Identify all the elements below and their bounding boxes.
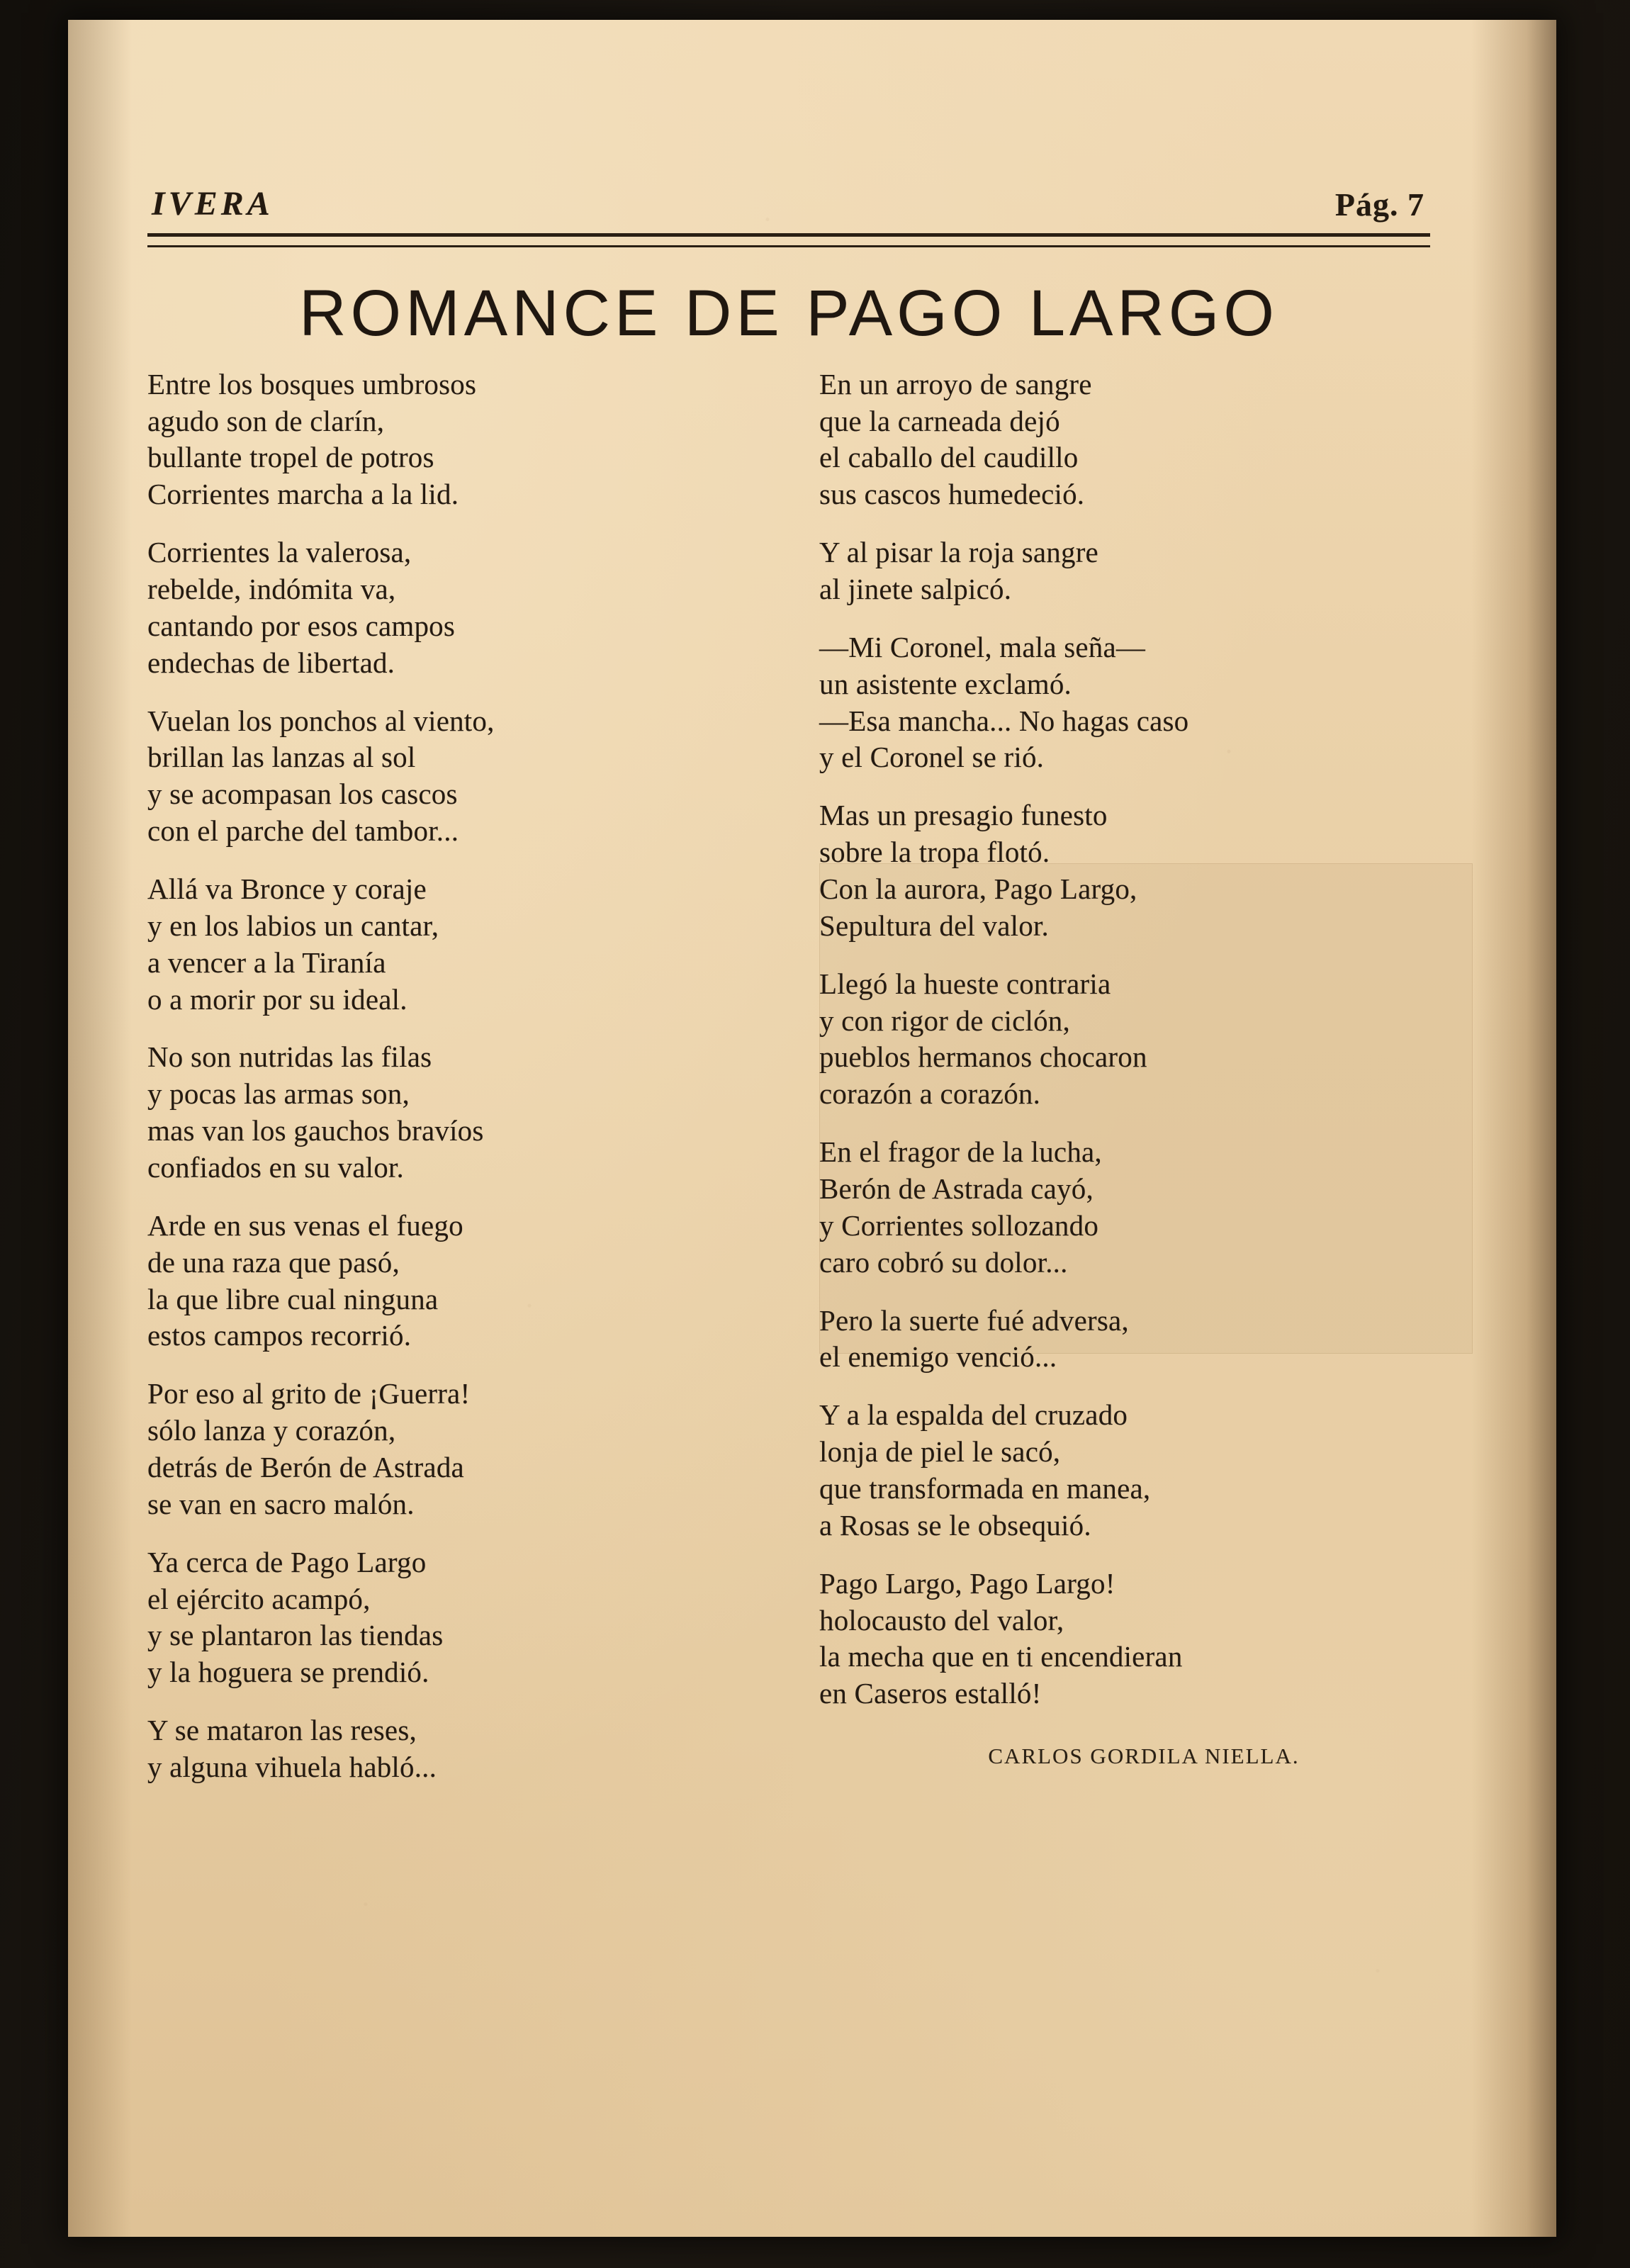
stanza [147,703,754,850]
verse-line: y pocas las armas son, [147,1077,410,1111]
verse-line: estos campos recorrió. [147,1319,412,1352]
verse-line: y alguna vihuela habló... [147,1751,437,1784]
verse-line: y con rigor de ciclón, [819,1004,1070,1037]
verse-line: Mas un presagio funesto [819,799,1108,832]
verse-line: agudo son de clarín, [147,404,385,437]
verse-line: y se plantaron las tiendas [147,1619,444,1652]
stanza [819,966,1426,1113]
verse-line: detrás de Berón de Astrada [147,1451,464,1484]
verse-line: con el parche del tambor... [147,814,459,848]
verse-line: —Mi Coronel, mala seña— [819,630,1146,663]
verse-line: Llegó la hueste contraria [819,967,1111,1000]
stanza [147,534,754,681]
stanza [147,1039,754,1186]
verse-line: Allá va Bronce y coraje [147,872,427,905]
left-column [147,366,754,1807]
verse-line: sus cascos humedeció. [819,478,1085,511]
verse-line: la que libre cual ninguna [147,1282,439,1315]
verse-line: a Rosas se le obsequió. [819,1508,1091,1542]
stanza [147,871,754,1018]
verse-line: que la carneada dejó [819,404,1060,437]
verse-line: Y se mataron las reses, [147,1714,417,1747]
verse-line: y Corrientes sollozando [819,1208,1099,1242]
stanza [147,1376,754,1522]
verse-line: En un arroyo de sangre [819,367,1092,400]
stanza [147,366,754,513]
page-number: Pág. 7 [1334,186,1424,223]
stanza [147,1712,754,1786]
verse-line: Con la aurora, Pago Largo, [819,872,1137,905]
verse-line: sobre la tropa flotó. [819,836,1050,869]
verse-line: el ejército acampó, [147,1582,371,1615]
stanza [819,1134,1426,1281]
verse-line: de una raza que pasó, [147,1245,400,1279]
verse-line: brillan las lanzas al sol [147,741,416,774]
verse-line: Arde en sus venas el fuego [147,1208,463,1242]
verse-line: el enemigo venció... [819,1340,1057,1374]
stanza [819,366,1426,513]
verse-line: Y a la espalda del cruzado [819,1398,1128,1432]
verse-line: mas van los gauchos bravíos [147,1114,484,1147]
author-byline: CARLOS GORDILA NIELLA. [988,1744,1300,1769]
verse-line: un asistente exclamó. [819,667,1072,700]
running-head [147,184,1430,223]
verse-line: Corrientes marcha a la lid. [147,478,459,511]
verse-line: el caballo del caudillo [819,441,1079,474]
verse-line: Entre los bosques umbrosos [147,367,477,400]
verse-line: corazón a corazón. [819,1077,1041,1111]
verse-line: a vencer a la Tiranía [147,945,386,979]
stanza [819,1397,1426,1544]
verse-line: o a morir por su ideal. [147,982,408,1016]
right-column [819,366,1426,1807]
verse-line: Pago Largo, Pago Largo! [819,1566,1115,1600]
verse-line: Berón de Astrada cayó, [819,1172,1094,1205]
verse-line: Corrientes la valerosa, [147,536,412,569]
stanza [819,1566,1426,1712]
stanza [147,1208,754,1354]
verse-line: que transformada en manea, [819,1472,1151,1505]
poem-columns [147,366,1430,1807]
verse-line: caro cobró su dolor... [819,1245,1068,1279]
verse-line: lonja de piel le sacó, [819,1435,1061,1469]
masthead-title: IVERA [152,185,274,223]
stanza [819,534,1426,608]
verse-line: Por eso al grito de ¡Guerra! [147,1377,471,1410]
verse-line: en Caseros estalló! [819,1677,1042,1710]
verse-line: Pero la suerte fué adversa, [819,1303,1129,1337]
stanza [819,797,1426,944]
page-content [147,184,1430,1807]
verse-line: y en los labios un cantar, [147,909,439,942]
verse-line: y el Coronel se rió. [819,741,1045,774]
verse-line: Vuelan los ponchos al viento, [147,704,495,737]
verse-line: confiados en su valor. [147,1151,404,1184]
verse-line: rebelde, indómita va, [147,572,396,605]
stanza [147,1544,754,1691]
verse-line: endechas de libertad. [147,646,395,679]
verse-line: y se acompasan los cascos [147,777,458,811]
header-divider [147,233,1430,247]
verse-line: holocausto del valor, [819,1603,1064,1637]
poem-title: ROMANCE DE PAGO LARGO [299,277,1278,349]
verse-line: No son nutridas las filas [147,1040,432,1074]
verse-line: Y al pisar la roja sangre [819,536,1098,569]
page-sheet [68,20,1556,2237]
verse-line: la mecha que en ti encendieran [819,1640,1183,1673]
verse-line: pueblos hermanos chocaron [819,1040,1147,1074]
verse-line: al jinete salpicó. [819,572,1012,605]
verse-line: En el fragor de la lucha, [819,1135,1102,1169]
verse-line: y la hoguera se prendió. [147,1656,429,1689]
verse-line: se van en sacro malón. [147,1487,415,1520]
verse-line: cantando por esos campos [147,609,456,642]
verse-line: Sepultura del valor. [819,909,1049,942]
verse-line: bullante tropel de potros [147,441,434,474]
stanza [819,629,1426,776]
verse-line: —Esa mancha... No hagas caso [819,704,1189,737]
verse-line: Ya cerca de Pago Largo [147,1545,427,1578]
stanza [819,1303,1426,1376]
verse-line: sólo lanza y corazón, [147,1414,396,1447]
